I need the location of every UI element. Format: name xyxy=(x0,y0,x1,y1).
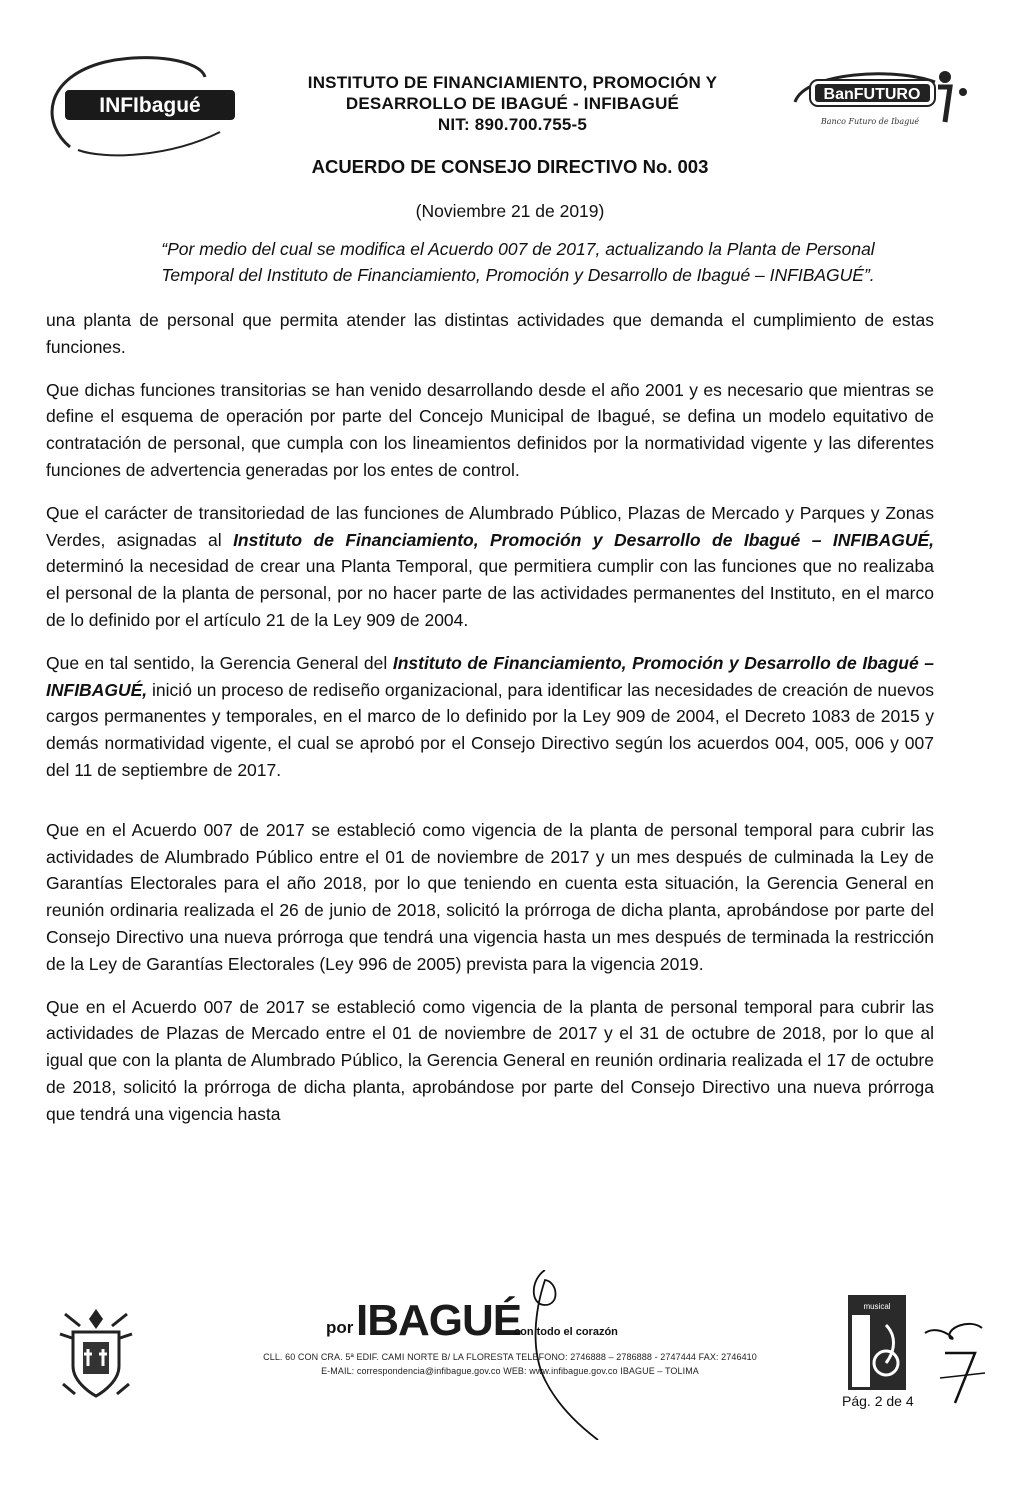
paragraph-3-text-c: determinó la necesidad de crear una Planta Temporal, que permitiera cumplir con las funciones que no realizaba el personal de la planta de personal, por no hacer parte de las actividades permanentes del Instituto, en el marco de lo definido por el artículo 21 de la Ley 909 de 2004. xyxy=(46,556,934,630)
institute-name xyxy=(240,72,785,135)
institute-nit: NIT: 890.700.755-5 xyxy=(437,115,588,134)
paragraph-1: una planta de personal que permita atender las distintas actividades que demanda el cumplimiento de estas funciones. xyxy=(46,310,934,357)
coat-of-arms-icon xyxy=(55,1304,137,1404)
handwritten-flourish xyxy=(920,1318,990,1408)
infibague-logo-text: INFIbagué xyxy=(99,94,201,117)
footer-por: por xyxy=(326,1318,354,1337)
page-number: Pág. 2 de 4 xyxy=(842,1393,914,1409)
footer-ibague: IBAGUÉ xyxy=(356,1296,522,1345)
paragraph-3 xyxy=(46,500,934,634)
institute-line-1: INSTITUTO DE FINANCIAMIENTO, PROMOCIÓN Y xyxy=(307,73,718,92)
paragraph-5: Que en el Acuerdo 007 de 2017 se estableció como vigencia de la planta de personal temporal para cubrir las actividades de Alumbrado Público entre el 01 de noviembre de 2017 y un mes después de culminada la Ley de Garantías Electorales para el año 2018, por lo que teniendo en cuenta esta situación, la Gerencia General en reunión ordinaria realizada el 26 de junio de 2018, solicitó la prórroga de dicha planta, aprobándose por parte del Consejo Directivo una nueva prórroga que tendrá una vigencia hasta un mes después de terminada la restricción de la Ley de Garantías Electorales (Ley 996 de 2005) prevista para la vigencia 2019. xyxy=(46,819,934,974)
document-title: ACUERDO DE CONSEJO DIRECTIVO No. 003 xyxy=(311,156,709,177)
music-logo-icon xyxy=(848,1295,906,1390)
footer-address: CLL. 60 CON CRA. 5ª EDIF. CAMI NORTE B/ LA FLORESTA TELEFONO: 2746888 – 2786888 - 2747444 FAX: 2746410 xyxy=(263,1352,757,1362)
banfuturo-logo-text: BanFUTURO xyxy=(823,86,921,103)
paragraph-4-text-c: inició un proceso de rediseño organizacional, para identificar las necesidades de creación de nuevos cargos permanentes y temporales, en el marco de lo definido por la Ley 909 de 2004, el Decreto 1083 de 2015 y demás normatividad vigente, el cual se aprobó por el Consejo Directivo según los acuerdos 004, 005, 006 y 007 del 11 de septiembre de 2017. xyxy=(46,679,934,780)
paragraph-4 xyxy=(46,650,934,784)
banfuturo-tagline: Banco Futuro de Ibagué xyxy=(820,117,920,126)
document-date: (Noviembre 21 de 2019) xyxy=(415,201,605,221)
paragraph-3-text-a: Que el carácter de transitoriedad de las funciones de Alumbrado Público, Plazas de Mercado y Parques y Zonas Verdes, asignadas al xyxy=(46,502,934,550)
music-logo-text: musical xyxy=(863,1302,891,1311)
signature-initials xyxy=(490,1270,600,1440)
banfuturo-logo xyxy=(775,62,975,152)
institute-emphasis: Instituto de Financiamiento, Promoción y Desarrollo de Ibagué – INFIBAGUÉ, xyxy=(46,652,934,700)
paragraph-6: Que en el Acuerdo 007 de 2017 se estableció como vigencia de la planta de personal temporal para cubrir las actividades de Plazas de Mercado entre el 01 de noviembre de 2017 y el 31 de octubre de 2018, por lo que al igual que con la planta de Alumbrado Público, la Gerencia General en reunión ordinaria realizada el 17 de octubre de 2018, solicitó la prórroga de dicha planta, aprobándose por parte del Consejo Directivo una nueva prórroga que tendrá una vigencia hasta xyxy=(46,996,934,1124)
infibague-logo xyxy=(30,52,240,162)
subject-line-2: Temporal del Instituto de Financiamiento, Promoción y Desarrollo de Ibagué – INFIBAGUÉ”. xyxy=(161,265,875,285)
document-subject xyxy=(48,236,988,288)
institute-emphasis: Instituto de Financiamiento, Promoción y Desarrollo de Ibagué – INFIBAGUÉ, xyxy=(233,529,934,550)
document-body xyxy=(46,307,934,1144)
subject-line-1: “Por medio del cual se modifica el Acuerdo 007 de 2017, actualizando la Planta de Personal xyxy=(161,239,875,259)
paragraph-2: Que dichas funciones transitorias se han venido desarrollando desde el año 2001 y es necesario que mientras se define el esquema de operación por parte del Concejo Municipal de Ibagué, se defina un modelo equitativo de contratación de personal, que cumpla con los lineamientos definidos por la normatividad vigente y las diferentes funciones de advertencia generadas por los entes de control. xyxy=(46,379,934,480)
footer-contact: E-MAIL: correspondencia@infibague.gov.co WEB: www.infibague.gov.co IBAGUE – TOLIMA xyxy=(321,1366,699,1376)
paragraph-4-text-a: Que en tal sentido, la Gerencia General del xyxy=(46,652,393,673)
footer-slogan: con todo el corazón xyxy=(514,1326,618,1338)
institute-line-2: DESARROLLO DE IBAGUÉ - INFIBAGUÉ xyxy=(345,94,680,113)
